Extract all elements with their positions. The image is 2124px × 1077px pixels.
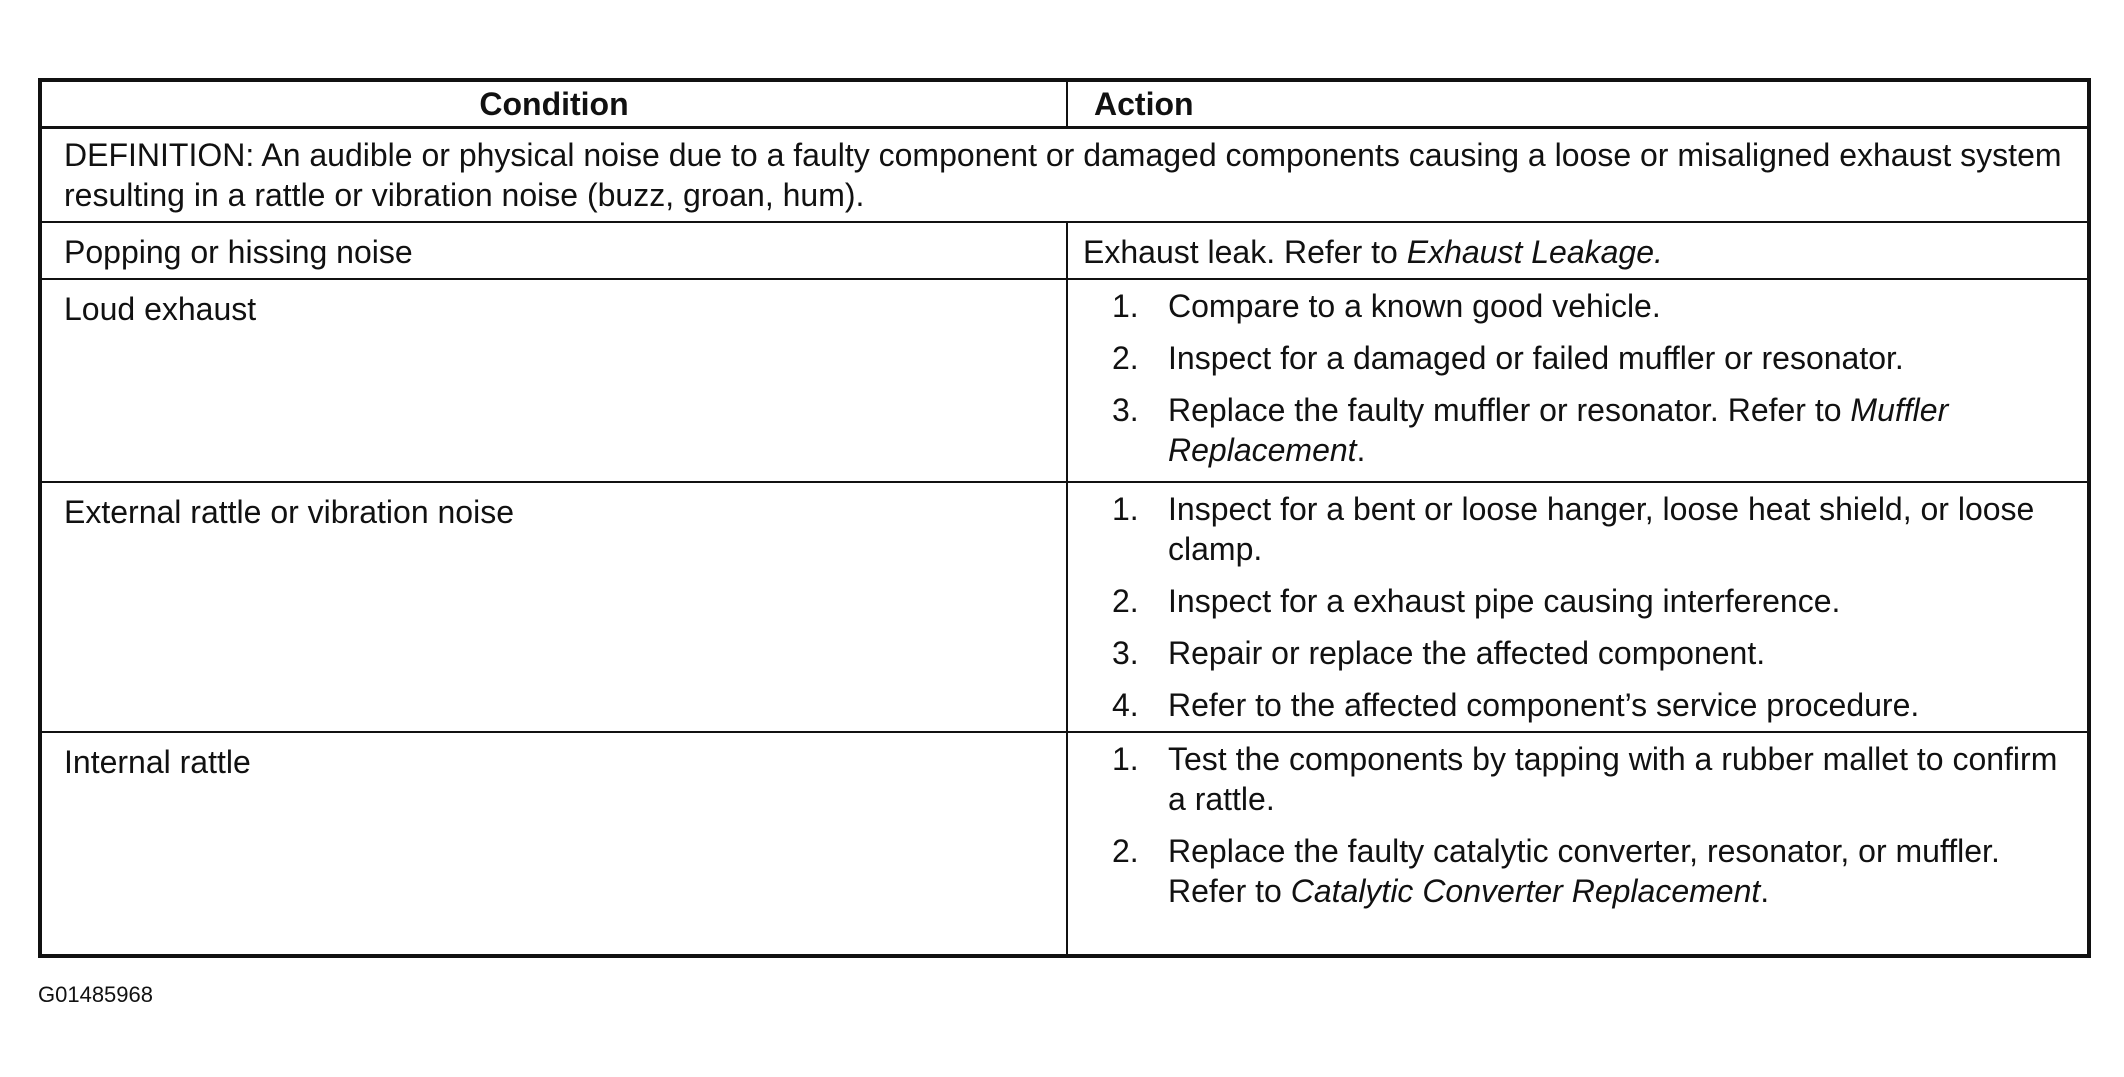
action-cell — [1067, 482, 2089, 731]
action-step — [1068, 633, 2073, 673]
table-row — [40, 222, 2089, 279]
action-cell — [1067, 222, 2089, 279]
step-number: 1. — [1112, 288, 1139, 325]
action-steps-list — [1068, 489, 2073, 725]
condition-cell: Internal rattle — [40, 732, 1067, 956]
action-header: Action — [1067, 80, 2089, 128]
definition-text: DEFINITION: An audible or physical noise due to a faulty component or damaged components causing a loose or misaligned exhaust system resulting in a rattle or vibration noise (buzz, groan, hum). — [40, 128, 2089, 223]
action-text: Exhaust leak. Refer to — [1083, 234, 1407, 271]
step-number: 2. — [1112, 583, 1139, 620]
step-reference-link[interactable]: Muffler Replacement — [1168, 392, 1949, 469]
action-cell — [1067, 279, 2089, 482]
action-step — [1068, 286, 2073, 326]
step-text: Inspect for a bent or loose hanger, loose heat shield, or loose clamp. — [1168, 491, 2035, 568]
condition-cell: Loud exhaust — [40, 279, 1067, 482]
action-step — [1068, 489, 2073, 569]
step-text: Test the components by tapping with a rubber mallet to confirm a rattle. — [1168, 740, 2058, 817]
action-step — [1068, 831, 2073, 911]
step-text: Refer to the affected component’s service procedure. — [1168, 687, 1920, 724]
step-text: Repair or replace the affected component. — [1168, 635, 1766, 672]
action-cell — [1067, 732, 2089, 956]
table-row — [40, 732, 2089, 956]
table-row — [40, 279, 2089, 482]
condition-cell: Popping or hissing noise — [40, 222, 1067, 279]
action-step — [1068, 739, 2073, 819]
step-tail: . — [1356, 432, 1366, 469]
action-step — [1068, 685, 2073, 725]
action-step — [1068, 581, 2073, 621]
step-tail: . — [1760, 872, 1770, 909]
step-text: Inspect for a damaged or failed muffler or resonator. — [1168, 340, 1904, 377]
action-step — [1068, 338, 2073, 378]
step-number: 3. — [1112, 635, 1139, 672]
step-text: Compare to a known good vehicle. — [1168, 288, 1661, 325]
condition-cell: External rattle or vibration noise — [40, 482, 1067, 731]
step-number: 1. — [1112, 491, 1139, 528]
step-number: 1. — [1112, 740, 1139, 777]
condition-header: Condition — [40, 80, 1067, 128]
action-steps-list — [1068, 286, 2073, 470]
step-text: Replace the faulty catalytic converter, resonator, or muffler. Refer to — [1168, 832, 2000, 909]
action-step — [1068, 390, 2073, 470]
figure-id: G01485968 — [38, 982, 153, 1007]
step-text: Replace the faulty muffler or resonator. Refer to — [1168, 392, 1851, 429]
step-text: Inspect for a exhaust pipe causing interference. — [1168, 583, 1841, 620]
step-number: 4. — [1112, 687, 1139, 724]
step-reference-link[interactable]: Catalytic Converter Replacement — [1290, 872, 1761, 909]
step-number: 2. — [1112, 832, 1139, 869]
table-header-row — [40, 80, 2089, 128]
action-steps-list — [1068, 739, 2073, 911]
action-reference-link[interactable]: Exhaust Leakage. — [1406, 234, 1663, 271]
table-row — [40, 482, 2089, 731]
step-number: 3. — [1112, 392, 1139, 429]
step-number: 2. — [1112, 340, 1139, 377]
diagnostic-table — [38, 78, 2091, 958]
definition-row — [40, 128, 2089, 223]
